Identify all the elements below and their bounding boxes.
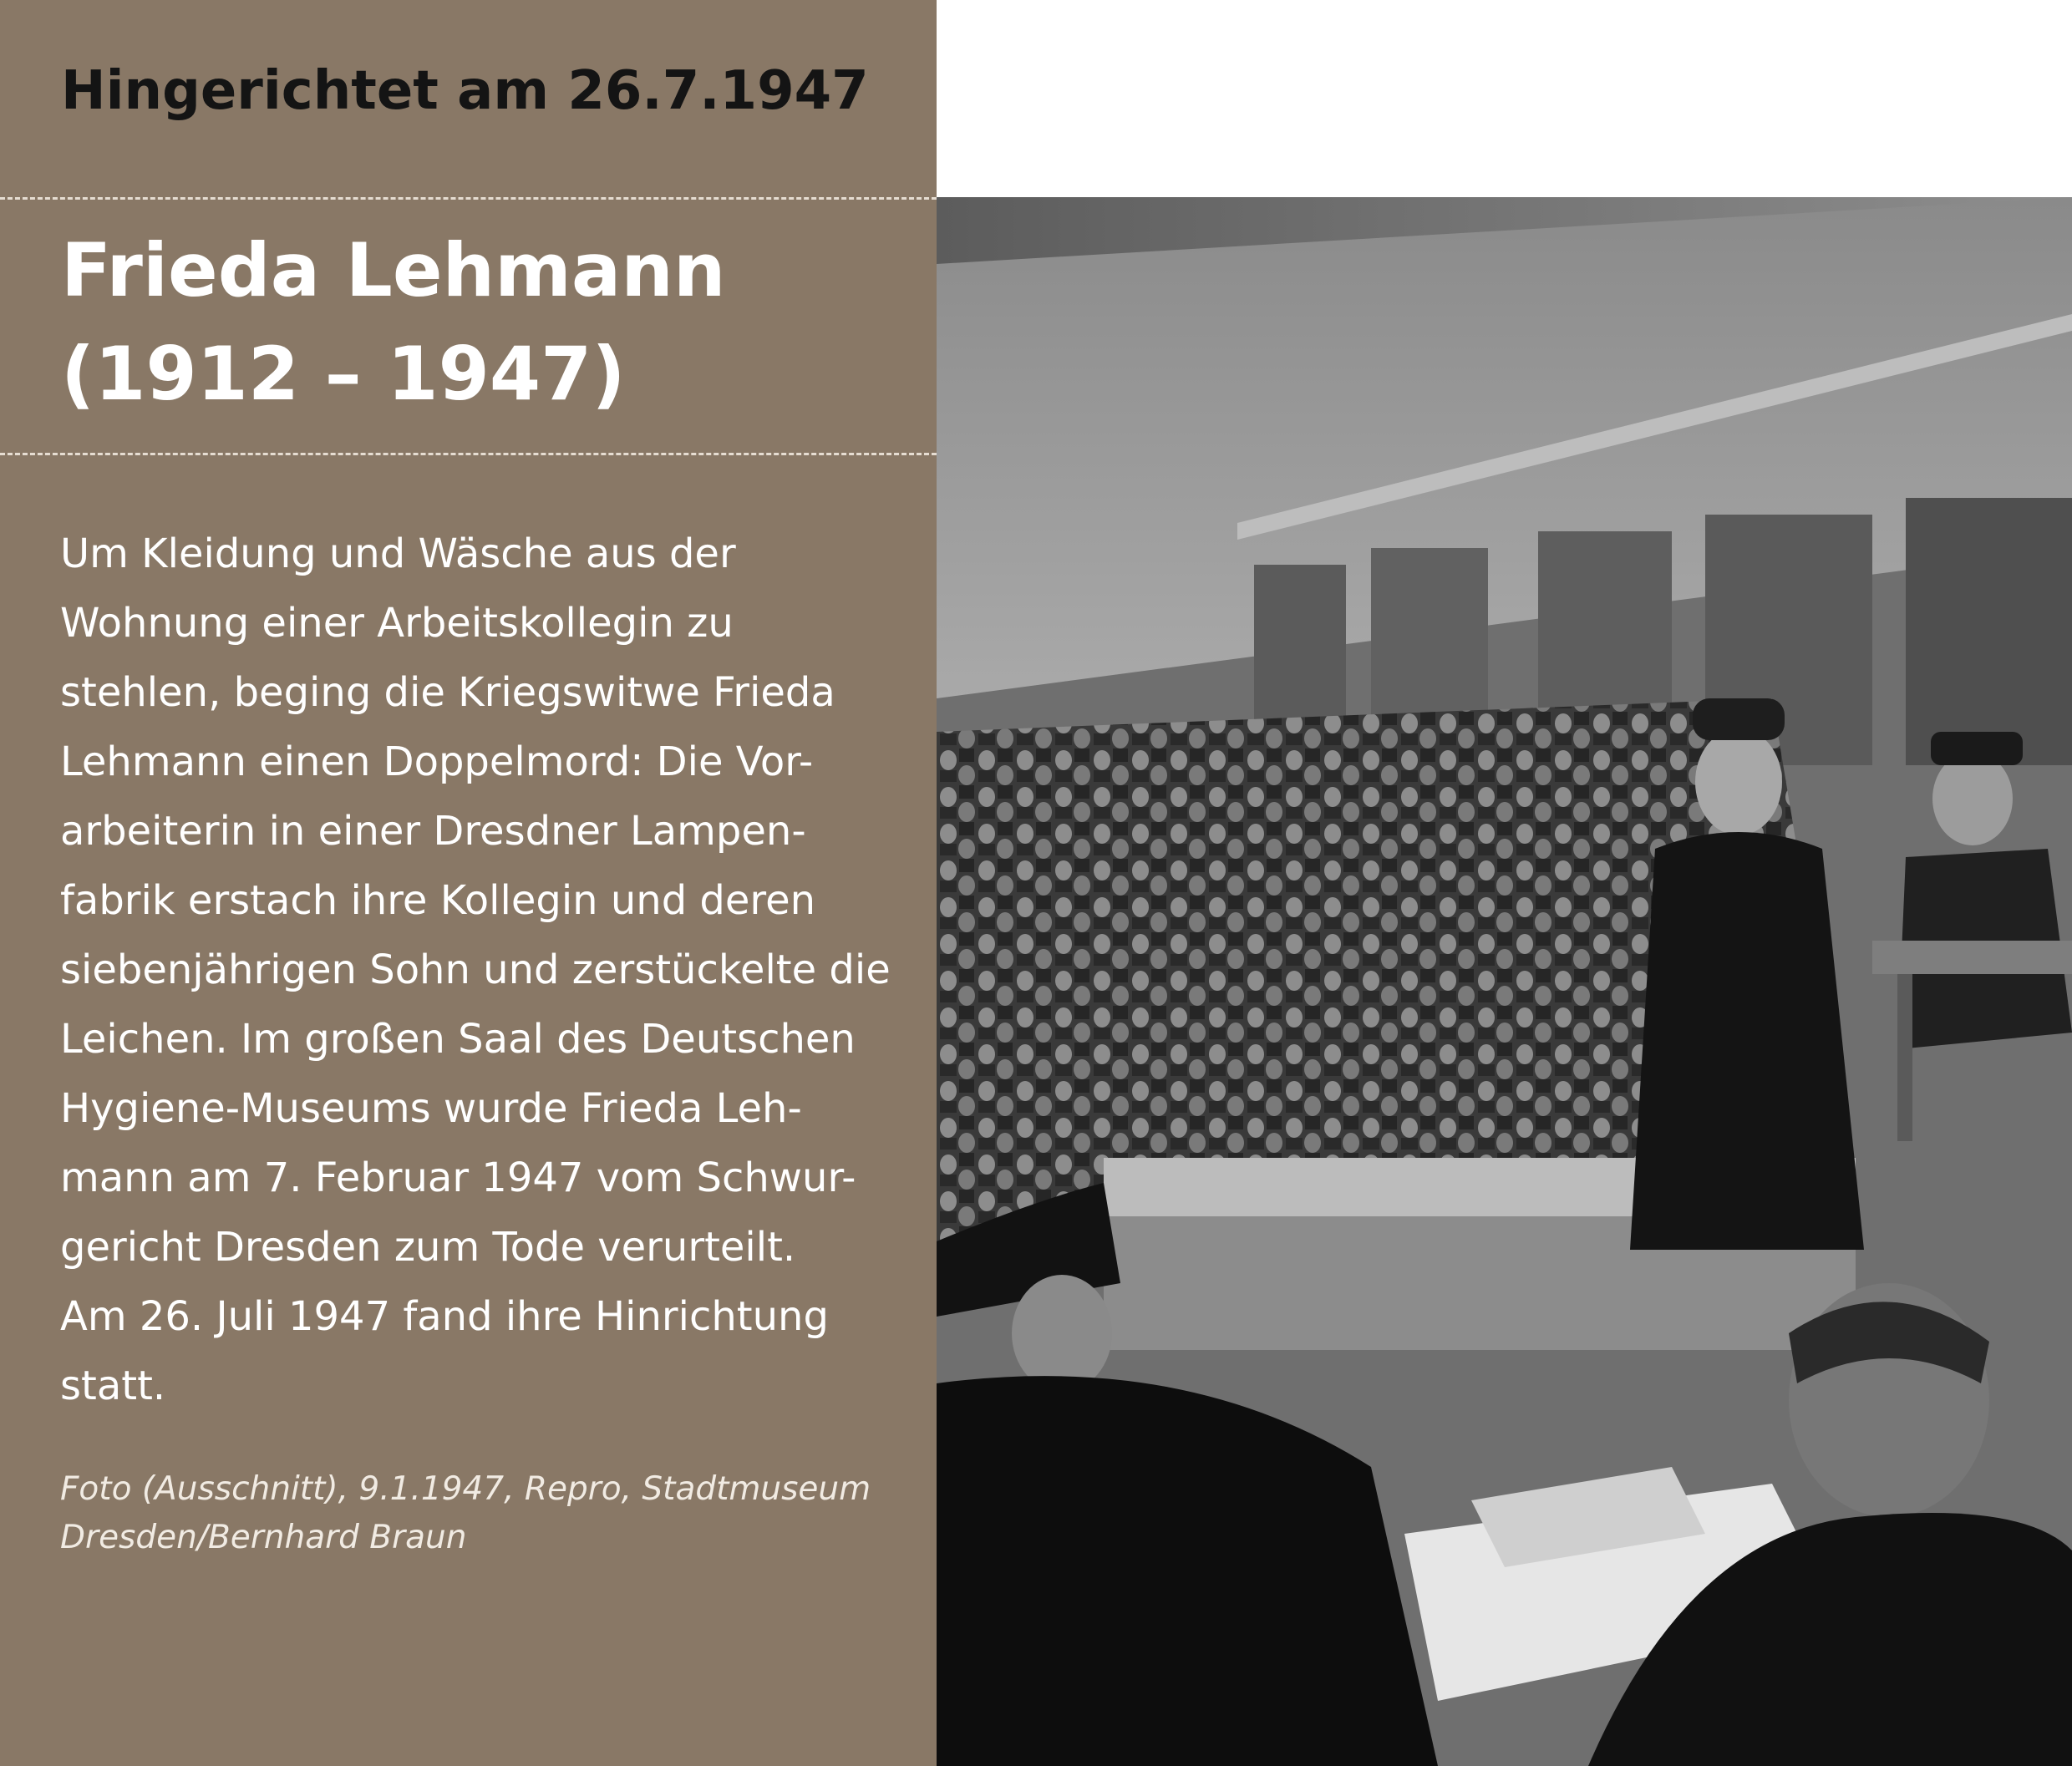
biography-line: Wohnung einer Arbeitskollegin zu — [60, 600, 734, 647]
biography-line: stehlen, beging die Kriegswitwe Frieda — [60, 669, 835, 716]
defendant-hair — [1693, 698, 1785, 740]
foreground-face-left — [1012, 1275, 1112, 1392]
courtroom-photo — [937, 197, 2072, 1766]
biography-line: arbeiterin in einer Dresdner Lampen- — [60, 808, 806, 855]
defendant-coat — [1630, 832, 1864, 1250]
biography-line: Um Kleidung und Wäsche aus der — [60, 530, 736, 577]
dashed-divider-top — [0, 197, 937, 200]
biography-line: fabrik erstach ihre Kollegin und deren — [60, 877, 816, 924]
wall-opening — [1254, 565, 1346, 740]
biography-line: mann am 7. Februar 1947 vom Schwur- — [60, 1154, 856, 1201]
biography-text — [60, 520, 891, 1421]
wall-opening — [1906, 498, 2072, 765]
photo-caption — [60, 1465, 871, 1562]
biography-line: siebenjährigen Sohn und zerstückelte die — [60, 946, 891, 993]
defendant-face — [1695, 728, 1782, 835]
biography-line: Leichen. Im großen Saal des Deutschen — [60, 1016, 856, 1063]
biography-line: Am 26. Juli 1947 fand ihre Hinrichtung — [60, 1293, 829, 1340]
foreground-figure-left — [937, 1376, 1438, 1766]
biography-line: Hygiene-Museums wurde Frieda Leh- — [60, 1085, 802, 1132]
biography-line: gericht Dresden zum Tode verurteilt. — [60, 1224, 796, 1271]
back-wall — [937, 197, 2072, 698]
text-panel — [0, 0, 937, 1766]
caption-line: Foto (Ausschnitt), 9.1.1947, Repro, Stadtmuseum — [60, 1470, 871, 1508]
biography-line: statt. — [60, 1363, 166, 1409]
guard-cap — [1931, 732, 2023, 765]
person-years: (1912 – 1947) — [61, 331, 626, 417]
guard-face — [1932, 752, 2013, 845]
caption-line: Dresden/Bernhard Braun — [60, 1519, 467, 1556]
side-table — [1872, 941, 2072, 974]
table-leg — [1897, 974, 1912, 1141]
execution-date-heading: Hingerichtet am 26.7.1947 — [61, 60, 869, 122]
biography-line: Lehmann einen Doppelmord: Die Vor- — [60, 738, 814, 785]
courtroom-photo-drawing — [937, 197, 2072, 1766]
dashed-divider-bottom — [0, 453, 937, 455]
person-title — [61, 219, 726, 426]
person-name: Frieda Lehmann — [61, 227, 726, 313]
